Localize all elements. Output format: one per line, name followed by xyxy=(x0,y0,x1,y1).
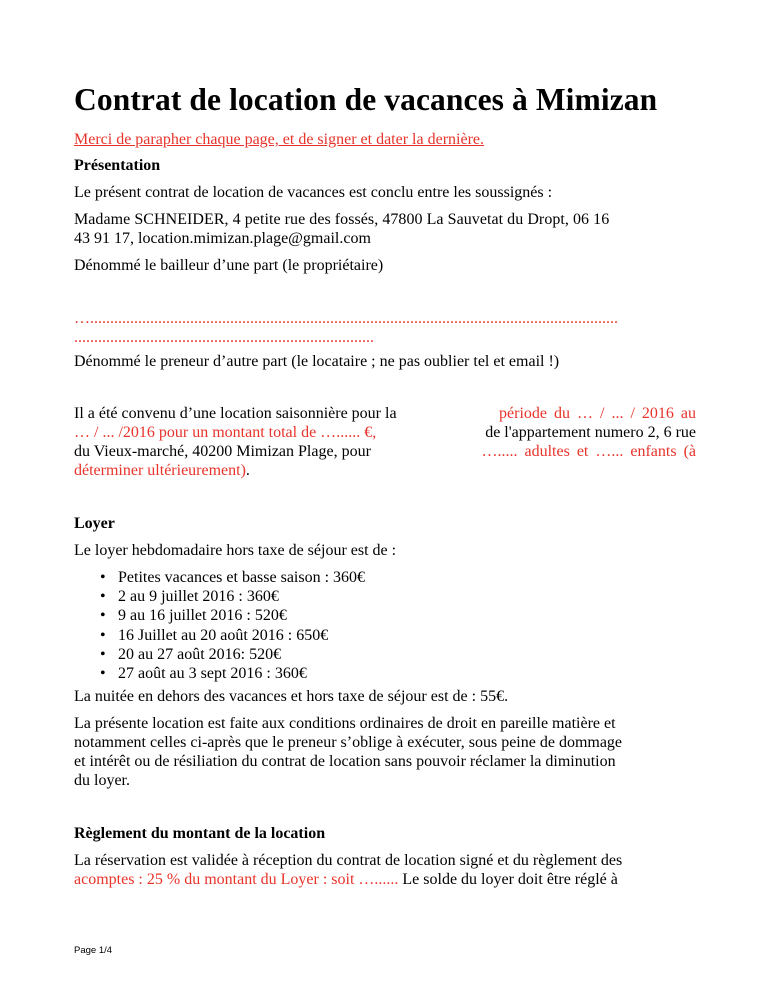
bullet: • xyxy=(100,569,106,586)
agreement-text-2: de l'appartement numero 2, 6 rue xyxy=(485,424,696,441)
bullet: • xyxy=(100,607,106,625)
conditions-line: La présente location est faite aux conditions ordinaires de droit en pareille matière et xyxy=(74,715,616,732)
presentation-intro: Le présent contrat de location de vacances est conclu entre les soussignés : xyxy=(74,184,553,201)
rate-text: 9 au 16 juillet 2016 : 520€ xyxy=(118,607,287,625)
landlord-role: Dénommé le bailleur d’une part (le propriétaire) xyxy=(74,257,384,274)
landlord-line-1: Madame SCHNEIDER, 4 petite rue des fossés, 47800 La Sauvetat du Dropt, 06 16 xyxy=(74,211,610,228)
bullet: • xyxy=(100,588,106,606)
loyer-rate-list xyxy=(74,568,365,683)
conditions-line: du loyer. xyxy=(74,772,130,789)
balance-text: Le solde du loyer doit être réglé à xyxy=(398,871,618,888)
loyer-intro: Le loyer hebdomadaire hors taxe de séjour est de : xyxy=(74,542,397,559)
agreement-persons: …..... adultes et …... enfants (à xyxy=(481,443,696,460)
presentation-heading: Présentation xyxy=(74,157,161,174)
tenant-role: Dénommé le preneur d’autre part (le locataire ; ne pas oublier tel et email !) xyxy=(74,353,560,370)
list-item xyxy=(74,626,365,645)
loyer-heading: Loyer xyxy=(74,515,115,532)
landlord-line-2: 43 91 17, location.mimizan.plage@gmail.com xyxy=(74,230,371,247)
list-item xyxy=(74,606,365,625)
list-item xyxy=(74,664,365,683)
list-item xyxy=(74,645,365,664)
agreement-note: déterminer ultérieurement) xyxy=(74,462,246,479)
page-number: Page 1/4 xyxy=(74,945,113,956)
bullet: • xyxy=(100,665,106,683)
agreement-end: . xyxy=(245,462,250,479)
conditions-paragraph xyxy=(74,714,696,790)
tenant-dots-line-1: ….................................................................................................................................... xyxy=(74,310,618,327)
agreement-paragraph xyxy=(74,404,696,480)
rate-text: 27 août au 3 sept 2016 : 360€ xyxy=(118,665,307,683)
tenant-dots-line-2: ........................................................................... xyxy=(74,329,374,346)
bullet: • xyxy=(100,645,106,663)
rate-text: 2 au 9 juillet 2016 : 360€ xyxy=(118,588,279,606)
reglement-line: La réservation est validée à réception du contrat de location signé et du règlement des xyxy=(74,852,623,869)
deposit-text: acomptes : 25 % du montant du Loyer : soit …...... xyxy=(74,871,399,888)
page-title: Contrat de location de vacances à Mimizan xyxy=(74,82,658,117)
agreement-text-1: Il a été convenu d’une location saisonnière pour la xyxy=(74,405,397,422)
agreement-period-1: période du … / ... / 2016 au xyxy=(499,405,696,422)
nightly-rate: La nuitée en dehors des vacances et hors taxe de séjour est de : 55€. xyxy=(74,688,509,705)
agreement-address: du Vieux-marché, 40200 Mimizan Plage, pour xyxy=(74,443,371,460)
rate-text: Petites vacances et basse saison : 360€ xyxy=(118,569,366,586)
reglement-heading: Règlement du montant de la location xyxy=(74,825,326,842)
agreement-period-2: … / ... /2016 pour un montant total de …...... €, xyxy=(74,424,377,441)
instruction-text: Merci de parapher chaque page, et de signer et dater la dernière. xyxy=(74,131,484,148)
rate-text: 16 Juillet au 20 août 2016 : 650€ xyxy=(118,626,329,644)
reglement-paragraph xyxy=(74,851,696,889)
list-item xyxy=(74,568,365,587)
rate-text: 20 au 27 août 2016: 520€ xyxy=(118,645,282,663)
conditions-line: notamment celles ci-après que le preneur s’oblige à exécuter, sous peine de dommage xyxy=(74,734,623,751)
bullet: • xyxy=(100,626,106,644)
conditions-line: et intérêt ou de résiliation du contrat de location sans pouvoir réclamer la diminution xyxy=(74,753,616,770)
list-item xyxy=(74,587,365,606)
